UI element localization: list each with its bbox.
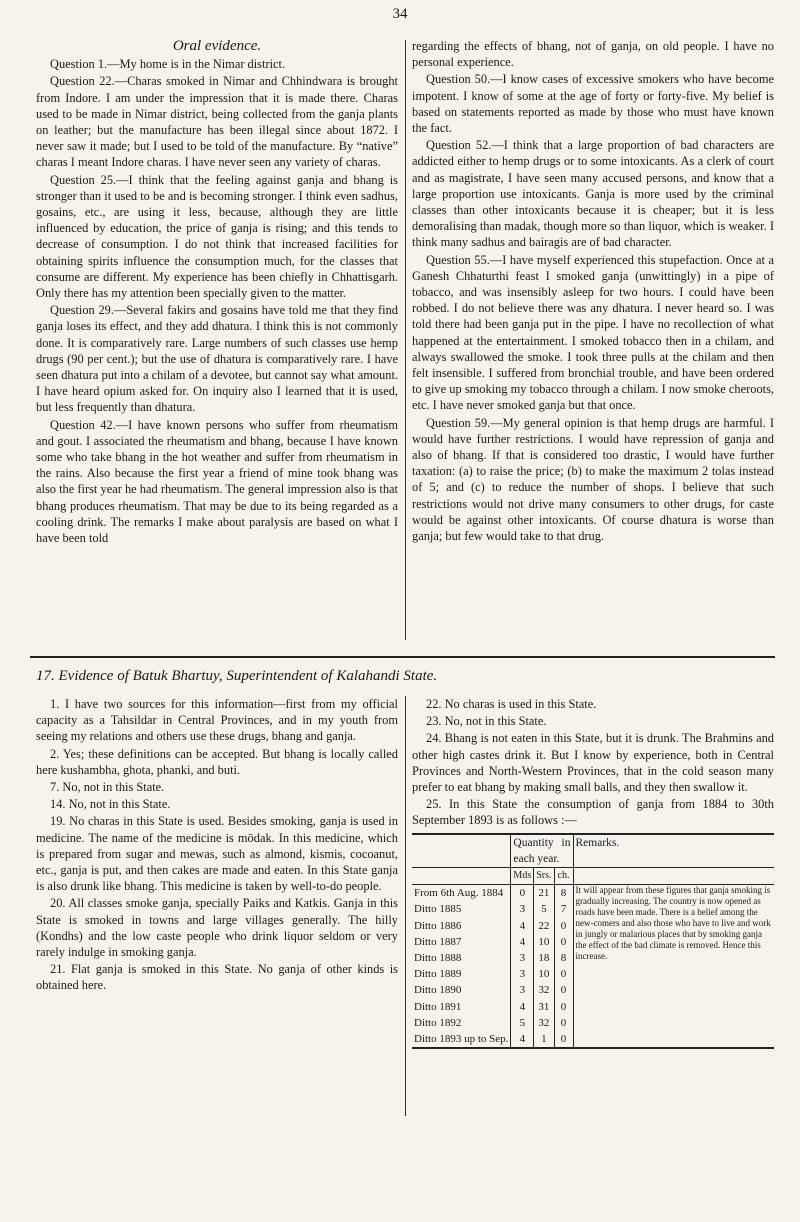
column-divider (405, 40, 406, 640)
cell-mds: 5 (511, 1015, 534, 1031)
row-label: Ditto 1888 (414, 952, 462, 965)
paragraph: Question 50.—I know cases of excessive smokers who have become impotent. I know of some at the age of forty or forty-five. My belief is based on statements reported as made by those who must have known the fact. (412, 72, 774, 136)
oral-evidence-column (36, 38, 398, 547)
paragraph: 2. Yes; these definitions can be accepted. But bhang is locally called here kushambha, ghota, phanki, and buti. (36, 746, 398, 777)
cell-ch: 0 (554, 918, 573, 934)
row-label: From 6th Aug. 1884 (414, 887, 504, 900)
cell-mds: 4 (511, 1031, 534, 1048)
cell-srs: 18 (534, 950, 554, 966)
oral-evidence-continued-column (412, 38, 774, 545)
paragraph: Question 55.—I have myself experienced this stupefaction. Once at a Ganesh Chhaturthi feast I smoked ganja (unwittingly) in a pipe of tobacco, and was insensibly asleep for two hours. I could have been robbed. I do not believe there was any dhatura. I never heard so. I was told there had been ganja put in the pipe. I have no recollection of what happened at the entertainment. I smoked tobacco then in a chilam, and always swallowed the smoke. I took three pulls at the chilam and then felt insensible. I suffered from bronchial trouble, and have been ordered to give up smoking my tobacco through a chilam. I now smoke cheroots, etc. I have never smoked ganja but that once. (412, 252, 774, 413)
quantity-header: Quantity in each year. (511, 834, 573, 868)
cell-srs: 32 (534, 982, 554, 998)
cell-ch: 0 (554, 982, 573, 998)
cell-ch: 8 (554, 885, 573, 902)
column-divider (405, 696, 406, 1116)
paragraph: Question 29.—Several fakirs and gosains have told me that they find ganja loses its effect, and they add dhatura. I think this is not commonly done. It is comparatively rare. Large numbers of such classes use hemp drugs (90 per cent.); but the use of dhatura is comparatively rare. I have seen dhatura put into a chilam of a devotee, but cannot say what amount. I have heard opium asked for. On inquiry also I learned that it is used, but less frequently than dhatura. (36, 303, 398, 415)
paragraph: 20. All classes smoke ganja, specially Paiks and Katkis. Ganja in this State is smoked in towns and large villages generally. The hilly (Kondhs) and the low caste people who drink liquor seldom or very rarely indulge in smoking ganja. (36, 896, 398, 960)
paragraph: Question 59.—My general opinion is that hemp drugs are harmful. I would have further restrictions. I would have repression of ganja and also of bhang. If that is considered too drastic, I would have further taxation: (a) to raise the price; (b) to make the maximum 2 tolas instead of 5; and (c) to reduce the number of shops. I believe that such restrictions would not drive many consumers to other drugs, for caste would be against other intoxicants. Of course dhatura is worse than ganja; but few would take to that drug. (412, 415, 774, 544)
table-row (412, 885, 774, 902)
evidence-left-column (36, 696, 398, 995)
row-label: Ditto 1892 (414, 1016, 462, 1029)
cell-srs: 21 (534, 885, 554, 902)
row-label: Ditto 1887 (414, 935, 462, 948)
cell-srs: 10 (534, 934, 554, 950)
row-label: Ditto 1893 up to Sep. (414, 1033, 509, 1046)
paragraph: Question 1.—My home is in the Nimar district. (50, 57, 286, 72)
paragraph: 24. Bhang is not eaten in this State, but it is drunk. The Brahmins and other high castes drink it. But I know by experience, both in Central Provinces and North-Western Provinces, that in the cold season many prefer to eat bhang by making small balls, and they then swallow it. (412, 731, 774, 795)
cell-ch: 0 (554, 934, 573, 950)
paragraph: Question 52.—I think that a large proportion of bad characters are addicted either to hemp drugs or to some intoxicants. As a clerk of court and as magistrate, I have seen many accused persons, and know that a large proportion use intoxicants. Ganja is more used by the criminal classes than other intoxicants because it is cheaper; but it is less demoralising than madak, though more so than liquor, which is weaker. I think many sadhus and bairagis are of bad character. (412, 138, 774, 250)
oral-evidence-title: Oral evidence. (172, 38, 262, 54)
unit-mds: Mds (511, 868, 534, 885)
remarks-cell: It will appear from these figures that ganja smoking is gradually increasing. The country is now opened as roads have been made. There is a belief among the new-comers and also those who have to live and work in jungly or malarious places that by smoking ganja the effect of the bad climate is removed. Hence this increase. (573, 885, 774, 1049)
cell-ch: 0 (554, 1015, 573, 1031)
remarks-header: Remarks. (573, 834, 774, 868)
paragraph: 7. No, not in this State. (50, 780, 165, 795)
paragraph: Question 42.—I have known persons who suffer from rheumatism and gout. I associated the rheumatism and bhang, because I have known some who take bhang in the hot weather and suffer from rheumatism in the rains. Also because the first year a friend of mine took bhang was also the first year he had rheumatism. The general impression also is that bhang produces rheumatism. That may be due to its being regarded as a cooling drink. The remarks I make about paralysis are based on what I have been told (36, 417, 398, 546)
cell-mds: 4 (511, 999, 534, 1015)
row-label: Ditto 1890 (414, 984, 462, 997)
paragraph: 25. In this State the consumption of ganja from 1884 to 30th September 1893 is as follows :— (412, 797, 774, 828)
cell-srs: 32 (534, 1015, 554, 1031)
cell-ch: 0 (554, 966, 573, 982)
row-label: Ditto 1891 (414, 1000, 462, 1013)
cell-mds: 3 (511, 982, 534, 998)
section-heading: 17. Evidence of Batuk Bhartuy, Superintendent of Kalahandi State. (36, 668, 438, 684)
paragraph: 1. I have two sources for this information—first from my official capacity as a Tahsildar in Central Provinces, and in my youth from seeing my relations and others use these drugs, bhang and ganja. (36, 697, 398, 744)
unit-srs: Srs. (534, 868, 554, 885)
section-rule (30, 656, 775, 658)
paragraph: 19. No charas in this State is used. Besides smoking, ganja is used in medicine. The name of the medicine is mōdak. In this medicine, which is prepared from sugar and mewas, such as almond, kismis, cocoanut, etc., ganja is put, and then cakes are made and eaten. In this State ganja is also drunk like bhang. This medicine is taken by well-to-do people. (36, 814, 398, 894)
row-label: Ditto 1885 (414, 903, 462, 916)
cell-mds: 3 (511, 901, 534, 917)
unit-ch: ch. (554, 868, 573, 885)
cell-mds: 3 (511, 950, 534, 966)
row-label: Ditto 1889 (414, 968, 462, 981)
row-label: Ditto 1886 (414, 919, 462, 932)
cell-srs: 31 (534, 999, 554, 1015)
cell-mds: 3 (511, 966, 534, 982)
cell-ch: 7 (554, 901, 573, 917)
paragraph: 22. No charas is used in this State. (426, 697, 597, 711)
consumption-table (412, 833, 774, 1050)
paragraph: Question 22.—Charas smoked in Nimar and Chhindwara is brought from Indore. I am under the impression that it is made there. Charas used to be made in Nimar district, being collected from the ganja plants on leather; but the manufacture has been illegal since about 1872. I never saw it made; but I used to be told of the manufacture. By “native” charas I meant Indore charas. I have never seen any variety of charas. (36, 74, 398, 170)
page-number: 34 (392, 6, 408, 22)
cell-ch: 0 (554, 1031, 573, 1048)
cell-mds: 0 (511, 885, 534, 902)
paragraph: 14. No, not in this State. (50, 797, 171, 812)
cell-srs: 1 (534, 1031, 554, 1048)
paragraph: 21. Flat ganja is smoked in this State. No ganja of other kinds is obtained here. (36, 962, 398, 993)
paragraph: Question 25.—I think that the feeling against ganja and bhang is stronger than it used to be and is becoming stronger. I think even sadhus, gosains, etc., are using it less, because, although they are little influenced by education, the price of ganja is rising; and this tends to decrease of consumption. I do not think that increased facilities for obtaining spirits influence the consumption much, for the classes that consume are different. My experience has been chiefly in Chhattisgarh. Only there has my attention been specially given to the matter. (36, 172, 398, 301)
cell-mds: 4 (511, 934, 534, 950)
paragraph: regarding the effects of bhang, not of ganja, on old people. I have no personal experience. (412, 39, 774, 70)
cell-mds: 4 (511, 918, 534, 934)
cell-ch: 0 (554, 999, 573, 1015)
cell-ch: 8 (554, 950, 573, 966)
cell-srs: 5 (534, 901, 554, 917)
cell-srs: 10 (534, 966, 554, 982)
evidence-right-column (412, 696, 774, 1049)
cell-srs: 22 (534, 918, 554, 934)
paragraph: 23. No, not in this State. (426, 714, 547, 729)
